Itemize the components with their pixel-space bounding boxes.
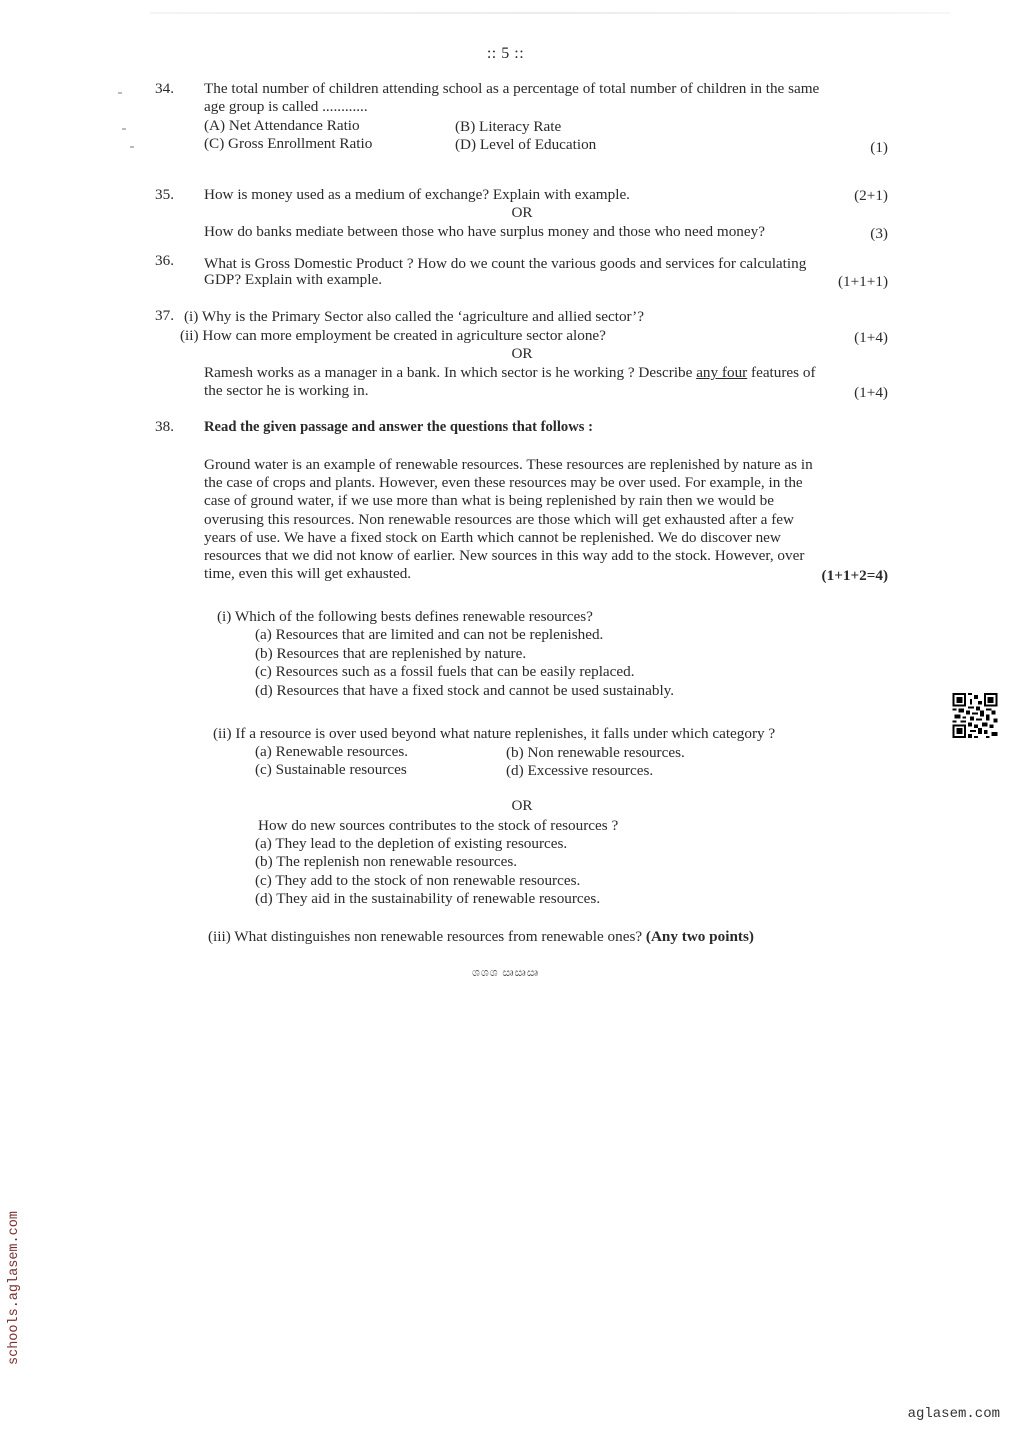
option-d: (D) Level of Education [455,136,597,153]
question-number: 37. [155,307,174,324]
passage-line: overusing this resources. Non renewable resources are those which will get exhausted after a few [204,511,794,528]
marks: (1+4) [854,384,888,401]
question-part-ii: (ii) How can more employment be created in agriculture sector alone? [180,327,606,344]
option: (d) They aid in the sustainability of renewable resources. [255,890,601,907]
passage-line: the case of crops and plants. However, even these resources may be over used. For example, in the [204,474,803,491]
footer-watermark-url: aglasem.com [907,1406,1000,1422]
option-b: (b) Non renewable resources. [506,744,685,761]
end-of-paper-marker: ශශශ ඍඍඍ [472,967,539,979]
sub-question-i: (i) Which of the following bests defines renewable resources? [217,608,593,625]
side-watermark-url: schools.aglasem.com [7,1211,22,1365]
passage-line: Ground water is an example of renewable resources. These resources are replenished by nature as in [204,456,813,473]
question-text: The total number of children attending school as a percentage of total number of children in the same [204,80,820,97]
option-d: (d) Excessive resources. [506,762,654,779]
question-text: How is money used as a medium of exchange? Explain with example. [204,186,630,203]
alt-text-post: features of [747,364,816,381]
marks: (1+4) [854,329,888,346]
option: (a) They lead to the depletion of existing resources. [255,835,568,852]
marks: (1+1+2=4) [821,567,888,584]
underlined-phrase: any four [696,364,748,381]
passage-line: case of ground water, if we use more than what is being replenished by rain then we would be [204,492,775,509]
or-label: OR [511,204,533,221]
option-c: (c) Sustainable resources [255,761,407,778]
sub-question-ii: (ii) If a resource is over used beyond what nature replenishes, it falls under which category ? [213,725,776,742]
question-text: age group is called ............ [204,98,368,115]
option: (b) Resources that are replenished by nature. [255,645,527,662]
marks: (2+1) [854,187,888,204]
question-number: 36. [155,252,174,269]
question-number: 38. [155,418,174,435]
option: (c) They add to the stock of non renewable resources. [255,872,581,889]
marks: (1) [870,139,888,156]
question-part-i: (i) Why is the Primary Sector also called the ‘agriculture and allied sector’? [184,308,644,325]
question-number: 35. [155,186,174,203]
sub-question-iii [208,928,754,947]
option: (a) Resources that are limited and can not be replenished. [255,626,604,643]
alternative-question-text: How do banks mediate between those who have surplus money and those who need money? [204,223,765,240]
alternative-question-text [204,364,816,383]
question-number: 34. [155,80,174,97]
scan-artifact-line [150,12,950,14]
passage-line: resources that we did not know of earlier. New sources in this way add to the stock. However, over [204,547,805,564]
option-c: (C) Gross Enrollment Ratio [204,135,373,152]
passage-line: time, even this will get exhausted. [204,565,412,582]
question-text: What is Gross Domestic Product ? How do we count the various goods and services for calculating [204,255,807,272]
marks: (3) [870,225,888,242]
qr-code-icon [952,693,998,738]
sub-question-text: (iii) What distinguishes non renewable resources from renewable ones? [208,928,646,945]
scan-artifact-dot [118,92,122,94]
page-number: :: 5 :: [486,45,525,62]
question-heading: Read the given passage and answer the questions that follows : [204,419,593,435]
passage-line: years of use. We have a fixed stock on Earth which cannot be replenished. We do discover new [204,529,781,546]
alternative-sub-question: How do new sources contributes to the stock of resources ? [258,817,619,834]
scan-artifact-dot [122,128,126,130]
option: (c) Resources such as a fossil fuels that can be easily replaced. [255,663,635,680]
option: (b) The replenish non renewable resources. [255,853,518,870]
alternative-question-text: the sector he is working in. [204,382,369,399]
option-a: (a) Renewable resources. [255,743,409,760]
or-label: OR [511,797,533,814]
option-a: (A) Net Attendance Ratio [204,117,360,134]
option: (d) Resources that have a fixed stock and cannot be used sustainably. [255,682,675,699]
emphasis: (Any two points) [645,928,754,945]
alt-text-pre: Ramesh works as a manager in a bank. In which sector is he working ? Describe [204,364,697,381]
or-label: OR [511,345,533,362]
option-b: (B) Literacy Rate [455,118,562,135]
question-text: GDP? Explain with example. [204,271,382,288]
scan-artifact-dot [130,146,134,148]
marks: (1+1+1) [837,273,888,290]
